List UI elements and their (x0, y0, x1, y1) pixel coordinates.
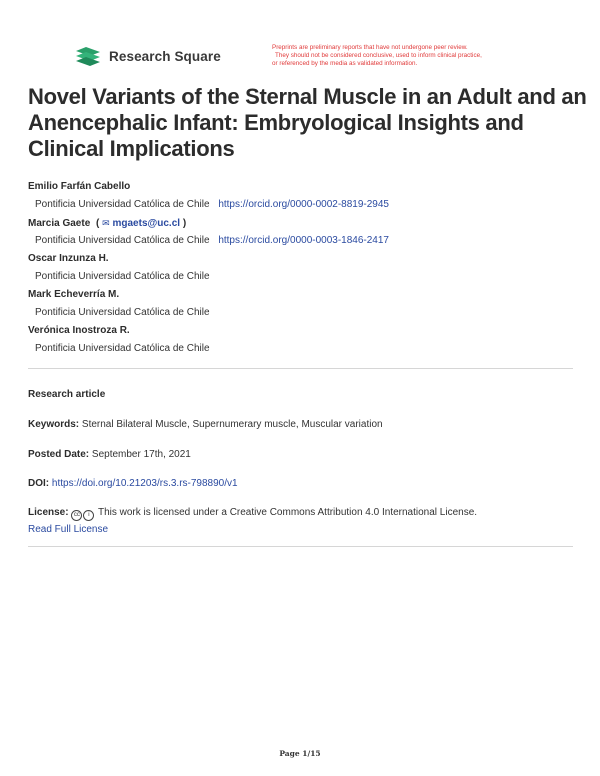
divider (28, 368, 573, 369)
orcid-link[interactable]: https://orcid.org/0000-0003-1846-2417 (218, 235, 389, 246)
paper-title: Novel Variants of the Sternal Muscle in an Adult and an Anencephalic Infant: Embryological Insights and Clinical Implications (28, 84, 587, 161)
read-full-license-link[interactable]: Read Full License (28, 524, 109, 535)
notice-line: They should not be considered conclusive, used to inform clinical practice, (275, 52, 482, 59)
keywords-label: Keywords: (28, 419, 80, 430)
research-square-logo-icon (75, 46, 101, 66)
keywords-value: Sternal Bilateral Muscle, Supernumerary muscle, Muscular variation (81, 419, 383, 430)
author-affiliation: Pontificia Universidad Católica de Chile (35, 343, 210, 354)
license-row (28, 507, 477, 521)
cc-icon: cc (71, 510, 82, 521)
email-close-paren: ) (182, 218, 187, 229)
author-list (28, 180, 588, 360)
article-type: Research article (28, 389, 106, 400)
author-affiliation: Pontificia Universidad Católica de Chile (35, 271, 210, 282)
author-name: Verónica Inostroza R. (28, 325, 130, 336)
email-open-paren: ( (96, 218, 100, 229)
doi-link[interactable]: https://doi.org/10.21203/rs.3.rs-798890/v1 (51, 478, 238, 489)
envelope-icon: ✉ (102, 218, 110, 228)
author-name: Emilio Farfán Cabello (28, 181, 131, 192)
posted-date-label: Posted Date: (28, 449, 90, 460)
author-name-row (28, 216, 588, 234)
author-email-link[interactable]: mgaets@uc.cl (112, 218, 181, 229)
author-name: Oscar Inzunza H. (28, 253, 109, 264)
license-label: License: (28, 507, 69, 518)
doi-row (28, 478, 238, 489)
author-affiliation: Pontificia Universidad Católica de Chile (35, 199, 210, 210)
author-affiliation: Pontificia Universidad Católica de Chile (35, 307, 210, 318)
doi-label: DOI: (28, 478, 50, 489)
orcid-link[interactable]: https://orcid.org/0000-0002-8819-2945 (218, 199, 389, 210)
license-text: This work is licensed under a Creative Commons Attribution 4.0 International License. (97, 507, 478, 518)
notice-line: Preprints are preliminary reports that have not undergone peer review. (272, 44, 468, 51)
preprint-notice (272, 44, 572, 68)
author-affiliation: Pontificia Universidad Católica de Chile (35, 235, 210, 246)
divider (28, 546, 573, 547)
posted-date-value: September 17th, 2021 (91, 449, 191, 460)
brand-logo[interactable] (75, 46, 221, 66)
notice-line: or referenced by the media as validated information. (272, 60, 418, 67)
page-number: Page 1/15 (279, 749, 321, 758)
keywords-row (28, 419, 383, 430)
author-name: Marcia Gaete (28, 218, 91, 229)
cc-by-icon: i (83, 510, 94, 521)
brand-name: Research Square (109, 48, 221, 64)
author-affiliation-row (28, 198, 588, 216)
author-affiliation-row (28, 234, 588, 252)
author-name: Mark Echeverría M. (28, 289, 120, 300)
posted-date-row (28, 449, 191, 460)
